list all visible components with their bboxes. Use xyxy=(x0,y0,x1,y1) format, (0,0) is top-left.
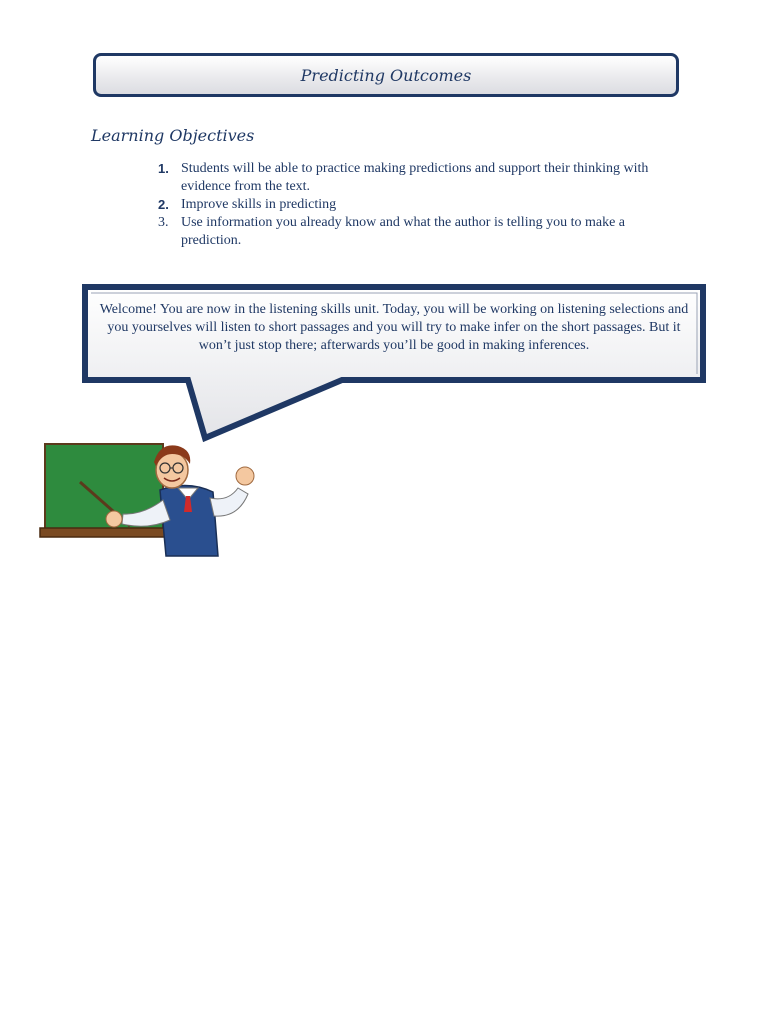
list-item xyxy=(158,160,678,196)
list-item-text: Students will be able to practice making predictions and support their thinking with evidence from the text. xyxy=(181,161,649,194)
list-item-number: 1. xyxy=(158,161,169,176)
objectives-heading: Learning Objectives xyxy=(91,126,255,145)
list-item-number: 3. xyxy=(158,215,169,230)
list-item-number: 2. xyxy=(158,197,169,212)
chalk-ledge xyxy=(40,528,170,537)
list-item xyxy=(158,214,678,250)
list-item xyxy=(158,196,678,214)
title-box xyxy=(93,53,679,97)
hand-right xyxy=(236,467,254,485)
list-item-text: Improve skills in predicting xyxy=(181,197,337,212)
teacher-illustration xyxy=(38,440,268,560)
list-item-text: Use information you already know and what the author is telling you to make a prediction. xyxy=(181,215,626,248)
objectives-list xyxy=(158,160,678,250)
speech-bubble-text: Welcome! You are now in the listening skills unit. Today, you will be working on listening selections and you yourselves will listen to short passages and you will try to make infer on the short passages. But it won’t just stop there; afterwards you’ll be good in making inferences. xyxy=(99,302,689,353)
page-title: Predicting Outcomes xyxy=(300,65,472,85)
hand-left xyxy=(106,511,122,527)
